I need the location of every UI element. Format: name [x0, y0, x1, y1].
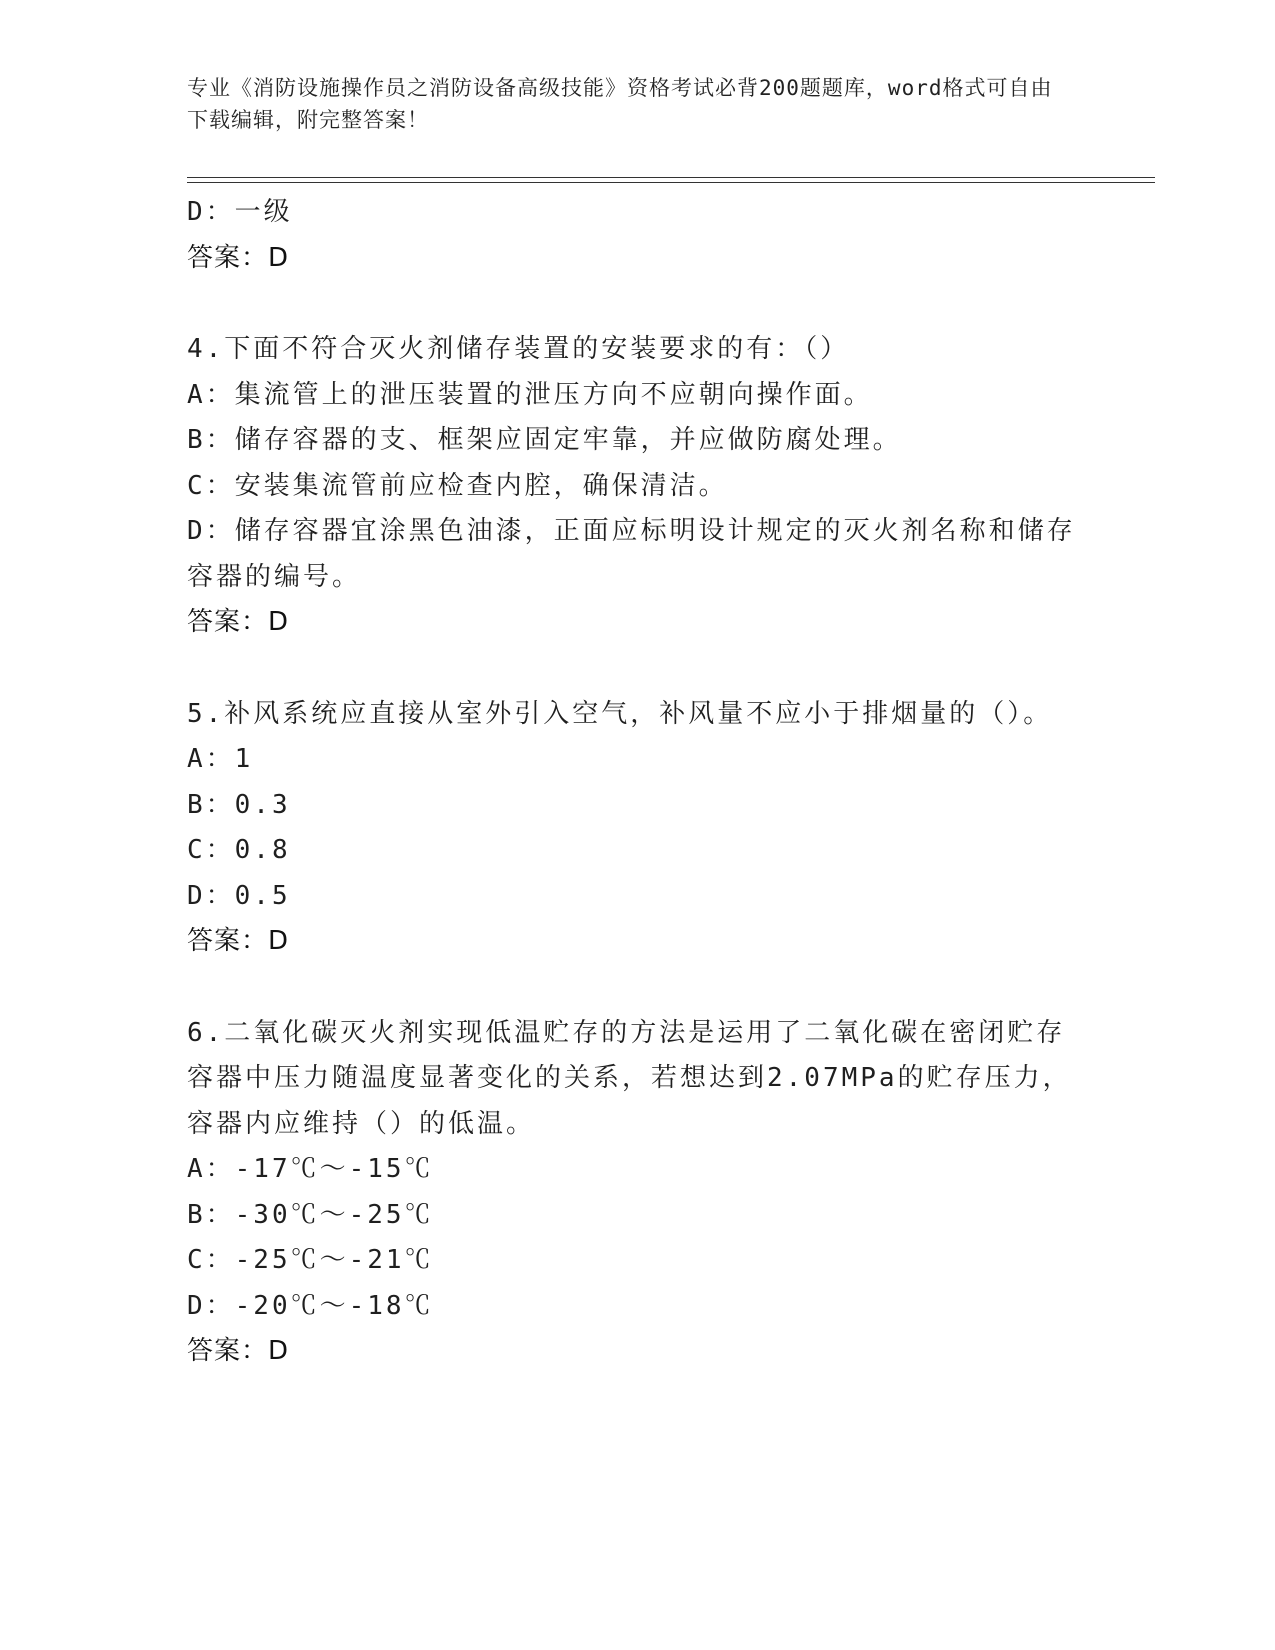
option-a: A：1	[187, 744, 254, 774]
option-a: A：集流管上的泄压装置的泄压方向不应朝向操作面。	[187, 379, 873, 410]
question-5	[187, 692, 1087, 965]
spacer	[187, 646, 1087, 692]
question-6	[187, 1011, 1087, 1375]
question-content	[187, 190, 1087, 1375]
option-b: B：-30℃～-25℃	[187, 1199, 434, 1230]
question-stem: 4.下面不符合灭火剂储存装置的安装要求的有：（）	[187, 334, 850, 364]
answer-line: 答案：D	[187, 1336, 290, 1366]
header-divider	[187, 177, 1155, 183]
option-a: A：-17℃～-15℃	[187, 1154, 434, 1184]
option-b: B：0.3	[187, 789, 291, 820]
answer-line: 答案：D	[187, 926, 290, 956]
question-4	[187, 327, 1087, 646]
option-d: D：一级	[187, 197, 293, 227]
option-d: D：-20℃～-18℃	[187, 1290, 434, 1321]
option-c: C：-25℃～-21℃	[187, 1245, 434, 1275]
question-stem: 5.补风系统应直接从室外引入空气，补风量不应小于排烟量的（）。	[187, 698, 1053, 729]
option-d: D：0.5	[187, 880, 291, 911]
previous-question-tail	[187, 190, 1087, 281]
option-c: C：安装集流管前应检查内腔，确保清洁。	[187, 470, 728, 501]
spacer	[187, 965, 1087, 1011]
option-b: B：储存容器的支、框架应固定牢靠，并应做防腐处理。	[187, 425, 902, 455]
option-d: D：储存容器宜涂黑色油漆，正面应标明设计规定的灭火剂名称和储存容器的编号。	[187, 516, 1076, 592]
answer-line: 答案：D	[187, 607, 290, 637]
header-text: 专业《消防设施操作员之消防设备高级技能》资格考试必背200题题库，word格式可自由下载编辑，附完整答案！	[187, 76, 1053, 132]
page-header	[187, 72, 1067, 136]
spacer	[187, 281, 1087, 327]
answer-line: 答案：D	[187, 242, 290, 273]
question-stem: 6.二氧化碳灭火剂实现低温贮存的方法是运用了二氧化碳在密闭贮存容器中压力随温度显著变化的关系，若想达到2.07MPa的贮存压力，容器内应维持（）的低温。	[187, 1017, 1072, 1139]
option-c: C：0.8	[187, 835, 291, 865]
